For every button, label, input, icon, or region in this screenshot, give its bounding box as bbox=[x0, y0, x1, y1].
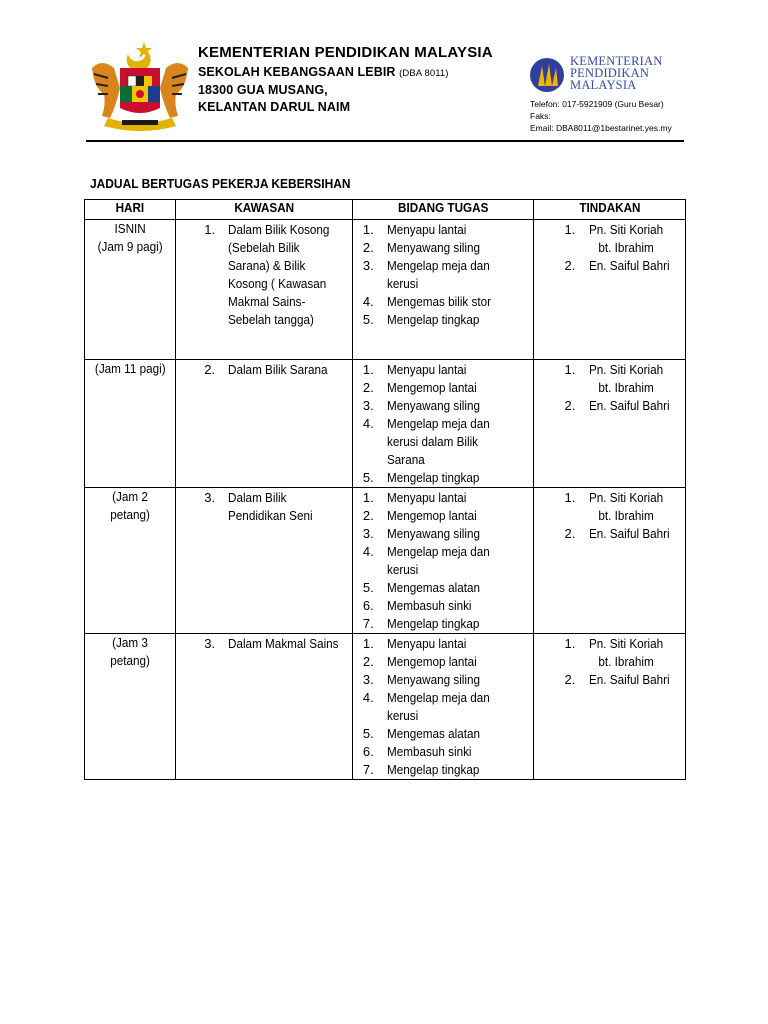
address-line-1: 18300 GUA MUSANG, bbox=[198, 83, 328, 97]
list-item: 3. Dalam Makmal Sains bbox=[204, 636, 339, 651]
header-hari: HARI bbox=[85, 200, 176, 220]
list-item: 5. Mengelap tingkap bbox=[362, 470, 480, 485]
list-item: 4. Mengemas bilik stor bbox=[362, 294, 491, 309]
cell-kawasan bbox=[176, 220, 353, 360]
cell-bidang-tugas bbox=[352, 220, 534, 360]
cell-tindakan bbox=[534, 220, 686, 360]
ministry-name: KEMENTERIAN PENDIDIKAN MALAYSIA bbox=[198, 44, 493, 61]
cell-bidang-tugas bbox=[352, 634, 534, 780]
cell-day: (Jam 11 pagi) bbox=[85, 360, 176, 488]
contact-details bbox=[530, 98, 672, 134]
malaysia-coat-of-arms-icon bbox=[86, 40, 194, 132]
email: Email: DBA8011@1bestarinet.yes.my bbox=[530, 123, 672, 133]
list-item: 3. Mengelap meja dan kerusi bbox=[362, 258, 490, 291]
list-item: 2. En. Saiful Bahri bbox=[564, 258, 671, 273]
list-item: 5. Mengemas alatan bbox=[362, 580, 480, 595]
header-kawasan: KAWASAN bbox=[176, 200, 353, 220]
list-item: 2. Mengemop lantai bbox=[362, 380, 477, 395]
document-title: JADUAL BERTUGAS PEKERJA KEBERSIHAN bbox=[90, 176, 351, 191]
school-code: (DBA 8011) bbox=[399, 68, 449, 79]
table-header-row bbox=[85, 200, 686, 220]
school-name-line bbox=[198, 64, 493, 82]
list-item: 1. Pn. Siti Koriah bt. Ibrahim bbox=[564, 490, 664, 523]
list-item: 2. Dalam Bilik Sarana bbox=[204, 362, 328, 377]
list-item: 1. Pn. Siti Koriah bt. Ibrahim bbox=[564, 636, 664, 669]
telefon: Telefon: 017-5921909 (Guru Besar) bbox=[530, 99, 664, 109]
address-line-2: KELANTAN DARUL NAIM bbox=[198, 100, 351, 114]
list-item: 2. En. Saiful Bahri bbox=[564, 398, 671, 413]
faks: Faks: bbox=[530, 111, 551, 121]
cell-kawasan bbox=[176, 360, 353, 488]
list-item: 5. Mengelap tingkap bbox=[362, 312, 480, 327]
list-item: 1. Pn. Siti Koriah bt. Ibrahim bbox=[564, 222, 664, 255]
cell-tindakan bbox=[534, 360, 686, 488]
header-bidang-tugas: BIDANG TUGAS bbox=[352, 200, 534, 220]
list-item: 5. Mengemas alatan bbox=[362, 726, 480, 741]
list-item: 2. En. Saiful Bahri bbox=[564, 672, 671, 687]
cell-day: (Jam 2 petang) bbox=[85, 488, 176, 634]
list-item: 4. Mengelap meja dan kerusi bbox=[362, 544, 490, 577]
list-item: 7. Mengelap tingkap bbox=[362, 616, 480, 631]
schedule-table bbox=[84, 199, 686, 780]
cell-kawasan bbox=[176, 634, 353, 780]
table-row bbox=[85, 220, 686, 360]
list-item: 3. Menyawang siling bbox=[362, 398, 480, 413]
letterhead bbox=[0, 0, 768, 145]
header-tindakan: TINDAKAN bbox=[534, 200, 686, 220]
school-name: SEKOLAH KEBANGSAAN LEBIR bbox=[198, 65, 396, 79]
list-item: 2. Mengemop lantai bbox=[362, 654, 477, 669]
list-item: 2. Mengemop lantai bbox=[362, 508, 477, 523]
list-item: 1. Dalam Bilik Kosong (Sebelah Bilik Sarana) & Bilik Kosong ( Kawasan Makmal Sains- Sebelah tangga) bbox=[204, 222, 330, 327]
cell-tindakan bbox=[534, 634, 686, 780]
header-divider bbox=[86, 140, 684, 142]
list-item: 3. Dalam Bilik Pendidikan Seni bbox=[204, 490, 313, 523]
list-item: 7. Mengelap tingkap bbox=[362, 762, 480, 777]
list-item: 1. Menyapu lantai bbox=[362, 362, 467, 377]
cell-tindakan bbox=[534, 488, 686, 634]
cell-day: (Jam 3 petang) bbox=[85, 634, 176, 780]
kpm-logo-text: KEMENTERIAN PENDIDIKAN MALAYSIA bbox=[570, 54, 663, 92]
list-item: 6. Membasuh sinki bbox=[362, 598, 472, 613]
table-row bbox=[85, 488, 686, 634]
list-item: 2. Menyawang siling bbox=[362, 240, 480, 255]
list-item: 1. Pn. Siti Koriah bt. Ibrahim bbox=[564, 362, 664, 395]
table-row bbox=[85, 634, 686, 780]
list-item: 2. En. Saiful Bahri bbox=[564, 526, 671, 541]
list-item: 4. Mengelap meja dan kerusi dalam Bilik Sarana bbox=[362, 416, 490, 467]
list-item: 1. Menyapu lantai bbox=[362, 636, 467, 651]
list-item: 4. Mengelap meja dan kerusi bbox=[362, 690, 490, 723]
table-row bbox=[85, 360, 686, 488]
cell-day: ISNIN (Jam 9 pagi) bbox=[85, 220, 176, 360]
school-identity bbox=[198, 44, 493, 116]
list-item: 1. Menyapu lantai bbox=[362, 222, 467, 237]
cell-kawasan bbox=[176, 488, 353, 634]
list-item: 3. Menyawang siling bbox=[362, 526, 480, 541]
list-item: 3. Menyawang siling bbox=[362, 672, 480, 687]
list-item: 6. Membasuh sinki bbox=[362, 744, 472, 759]
cell-bidang-tugas bbox=[352, 360, 534, 488]
cell-bidang-tugas bbox=[352, 488, 534, 634]
list-item: 1. Menyapu lantai bbox=[362, 490, 467, 505]
